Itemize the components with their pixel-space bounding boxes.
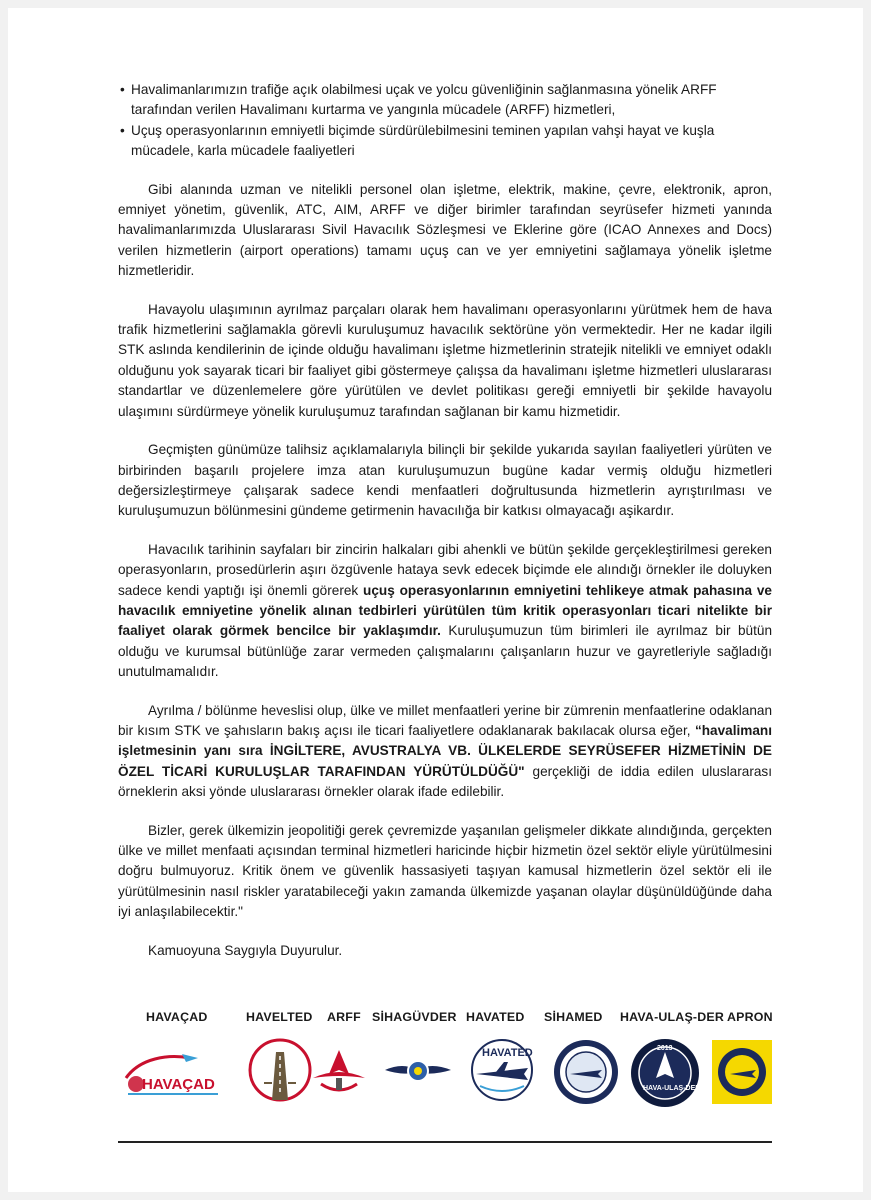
runway-mark xyxy=(264,1082,272,1084)
paragraph xyxy=(118,540,772,683)
arff-emblem xyxy=(336,1078,342,1090)
havated-logo-text: HAVATED xyxy=(482,1047,533,1059)
runway-mark xyxy=(288,1082,296,1084)
arff-logo xyxy=(309,1044,369,1100)
paragraph-text: Havacılık tarihinin sayfaları bir zincirin halkaları gibi ahenkli ve bütün şekilde gerçekleştirilmesi gereken operasyonların, prosedürlerin aşırı özgüvenle hataya sevk edecek biçimde ele alındığı örnekler ile doluyken sadece kendi yaptığı işi önemli görerek xyxy=(118,541,772,598)
paragraph xyxy=(118,701,772,803)
sihaguvder-logo xyxy=(383,1050,453,1094)
paragraph-bold-text: “havalimanı işletmesinin yanı sıra İNGİLTERE, AVUSTRALYA VB. ÜLKELERDE SEYRÜSEFER HİZMETİNİN DE ÖZEL TİCARİ KURULUŞLAR TARAFINDAN YÜRÜTÜLDÜĞÜ" xyxy=(118,722,772,779)
org-name: ARFF xyxy=(327,1010,361,1024)
org-name: HAVA-ULAŞ-DER xyxy=(620,1010,725,1024)
hava-ulas-der-year: 2013 xyxy=(657,1045,673,1052)
bullet-item: • Havalimanlarımızın trafiğe açık olabilmesi uçak ve yolcu güvenliğinin sağlanmasına yönelik ARFF tarafından verilen Havalimanı kurtarma ve yangınla mücadele (ARFF) hizmetleri, xyxy=(131,80,772,121)
org-name: HAVAÇAD xyxy=(146,1010,208,1024)
bullet-list xyxy=(118,80,772,162)
havelted-logo xyxy=(246,1038,314,1102)
arff-flame-icon xyxy=(329,1050,349,1074)
paragraph: Havayolu ulaşımının ayrılmaz parçaları olarak hem havalimanı operasyonlarını yürütmek hem de hava trafik hizmetlerini sağlamakla görevli kuruluşumuz havacılık sektörüne yön vermektedir. Her ne kadar ilgili STK aslında kendilerinin de içinde olduğu havalimanı işletme hizmetlerinin stratejik nitelikli ve emniyet odaklı olduğunu yok sayarak ticari bir faaliyet gibi göstermeye çalışsa da havalimanı işletme hizmetleri uluslararası standartlar ve düzenlemelere göre yürütülen ve devlet politikası gereği emniyetli bir şekilde havayolu ulaşımını sürdürmeye yönelik kuruluşumuz tarafından sağlanan bir kamu hizmetidir. xyxy=(118,301,772,419)
havacad-underline xyxy=(128,1093,218,1095)
hava-ulas-der-logo xyxy=(630,1038,700,1108)
sihaguvder-center xyxy=(414,1067,422,1075)
paragraph-text: gerçekliği de iddia edilen uluslararası örneklerin aksi yönde uluslararası örnekler olarak ifade edilebilir. xyxy=(118,763,772,800)
paragraph-bold-text: uçuş operasyonlarının emniyetini tehlikeye atmak pahasına ve havacılık emniyetine yönelik alınan tedbirleri yürütülen tüm kritik operasyonları ticari nitelikte bir faaliyet olarak görmek bencilce bir yaklaşımdır. xyxy=(118,582,772,639)
bullet-item: • Uçuş operasyonlarının emniyetli biçimde sürdürülebilmesini teminen yapılan vahşi hayat ve kuşla mücadele, karla mücadele faaliyetleri xyxy=(131,121,772,162)
havacad-logo-text: HAVAÇAD xyxy=(142,1076,215,1093)
organizations-block xyxy=(118,1004,772,1114)
closing-line: Kamuoyuna Saygıyla Duyurulur. xyxy=(148,942,343,958)
document-page xyxy=(8,8,863,1192)
arff-wings-icon xyxy=(313,1072,365,1078)
sihamed-logo xyxy=(552,1038,620,1106)
org-name: APRON xyxy=(727,1010,773,1024)
org-name: SİHAMED xyxy=(544,1010,603,1024)
apron-logo xyxy=(710,1038,774,1106)
paragraph: Bizler, gerek ülkemizin jeopolitiği gerek çevremizde yaşanılan gelişmeler dikkate alındığında, gerçekten ülke ve millet menfaati açısından terminal hizmetleri haricinde hiçbir hizmetin özel sektör eliyle yürütülmesini doğru bulmuyoruz. Kritik önem ve güvenlik hassasiyeti taşıyan kamusal hizmetlerin özel sektör eli ile yürütülmesinin nasıl riskler yaratabileceği yakın zamanda ülkemizde yaşanan olaylar düşünüldüğünde daha iyi anlaşılabilecektir." xyxy=(118,822,772,920)
footer-divider xyxy=(118,1141,772,1143)
havated-logo xyxy=(466,1038,538,1102)
org-name: HAVATED xyxy=(466,1010,525,1024)
org-name: SİHAGÜVDER xyxy=(372,1010,457,1024)
havacad-logo xyxy=(120,1052,226,1098)
havacad-swoosh xyxy=(126,1057,190,1078)
paragraph: Geçmişten günümüze talihsiz açıklamalarıyla bilinçli bir şekilde yukarıda sayılan faaliyetleri yürüten ve birbirinden başarılı projelere imza atan kuruluşumuzun bugüne kadar vermiş olduğu hizmetleri değersizleştirmeye çalışarak sadece kendi menfaatleri doğrultusunda hizmetlerin ayrıştırılması ve kuruluşumuzun bölünmesini gündeme getirmenin havacılığa bir katkısı olmayacağı aşikardır. xyxy=(118,442,772,519)
plane-icon xyxy=(182,1054,198,1062)
paragraph-text: Ayrılma / bölünme heveslisi olup, ülke ve millet menfaatleri yerine bir zümrenin menfaatlerine odaklanan bir kısım STK ve şahısların bakış açısı ile ticari faaliyetlere odaklanarak bakılacak olursa eğer, xyxy=(118,702,772,738)
paragraph-text: Kuruluşumuzun tüm birimleri ile ayrılmaz bir bütün olduğu ve kurumsal bütünlüğe zarar vermeden çalışmalarını çalışanların huzur ve gayretleriyle sağladığı unutulmamalıdır. xyxy=(118,623,772,680)
document-body xyxy=(118,80,772,979)
org-name: HAVELTED xyxy=(246,1010,313,1024)
paragraph: Gibi alanında uzman ve nitelikli personel olan işletme, elektrik, makine, çevre, elektronik, apron, emniyet yönetim, güvenlik, ATC, AIM, ARFF ve diğer birimler tarafından seyrüsefer hizmeti yanında havalimanlarımızda Uluslararası Sivil Havacılık Sözleşmesi ve Eklerine göre (ICAO Annexes and Docs) verilen hizmetlerin (airport operations) tamamı uçuş can ve yer emniyetini sağlamaya yönelik işletme hizmetleridir. xyxy=(118,181,772,279)
hava-ulas-der-logo-text: HAVA-ULAŞ-DER xyxy=(643,1085,700,1092)
